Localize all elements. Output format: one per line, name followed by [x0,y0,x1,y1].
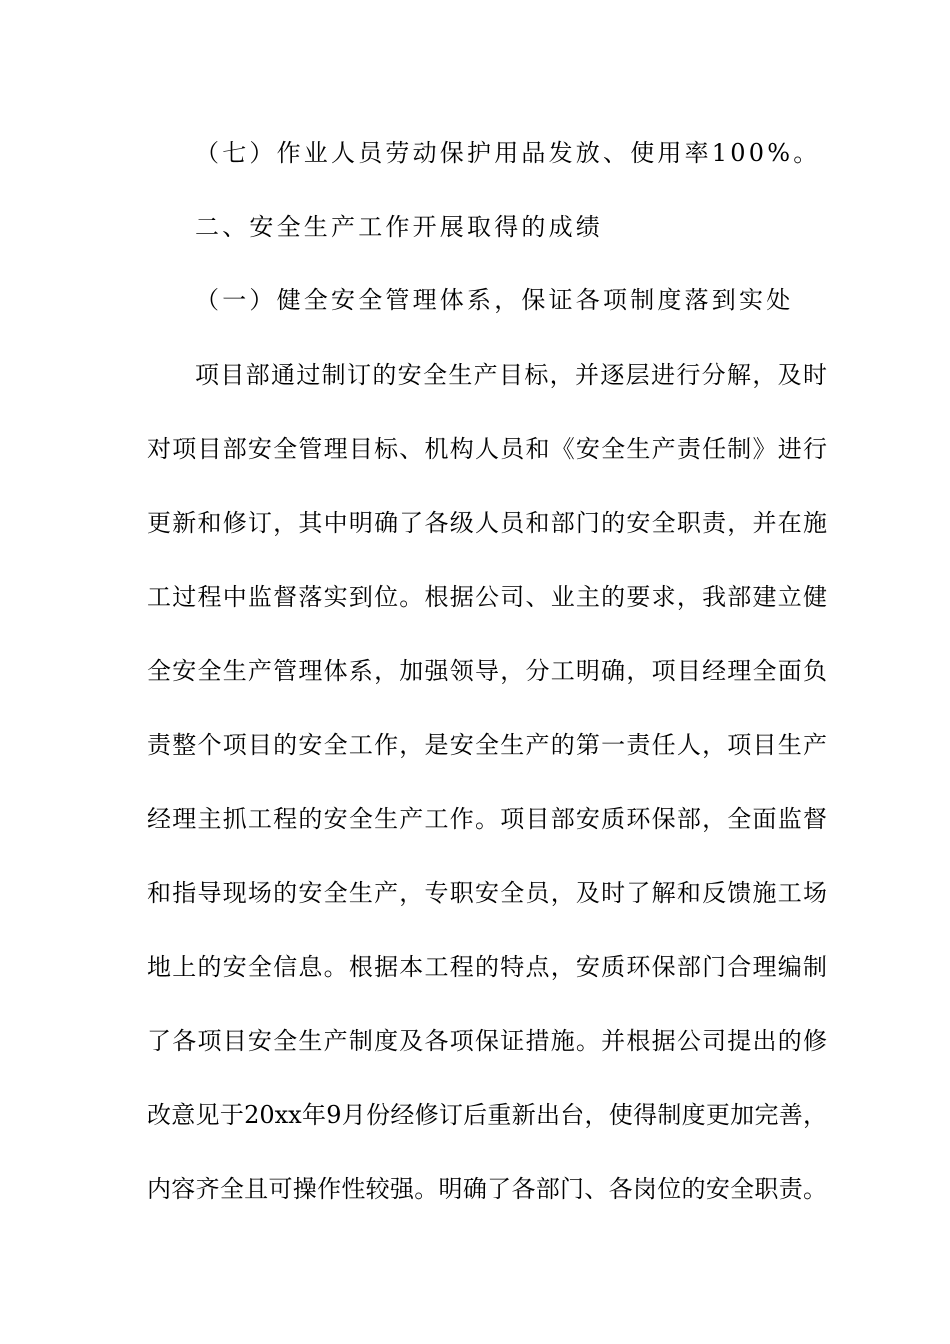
paragraph-line: 经理主抓工程的安全生产工作。项目部安质环保部，全面监督 [147,805,827,833]
paragraph-line: 全安全生产管理体系，加强领导，分工明确，项目经理全面负 [147,657,827,685]
paragraph-line: 对项目部安全管理目标、机构人员和《安全生产责任制》进行 [147,435,827,463]
paragraph-line: 项目部通过制订的安全生产目标，并逐层进行分解，及时 [195,361,827,389]
item-7-heading: （七）作业人员劳动保护用品发放、使用率100%。 [195,139,821,167]
paragraph-line: 和指导现场的安全生产，专职安全员，及时了解和反馈施工场 [147,879,827,907]
paragraph-line: 地上的安全信息。根据本工程的特点，安质环保部门合理编制 [147,953,827,981]
paragraph-line: 责整个项目的安全工作，是安全生产的第一责任人，项目生产 [147,731,827,759]
paragraph-line: 内容齐全且可操作性较强。明确了各部门、各岗位的安全职责。 [147,1175,827,1203]
section-2-title: 二、安全生产工作开展取得的成绩 [195,213,603,241]
paragraph-line: 了各项目安全生产制度及各项保证措施。并根据公司提出的修 [147,1027,827,1055]
subsection-1-title: （一）健全安全管理体系，保证各项制度落到实处 [195,286,794,314]
paragraph-line: 工过程中监督落实到位。根据公司、业主的要求，我部建立健 [147,583,827,611]
paragraph-line: 改意见于20xx年9月份经修订后重新出台，使得制度更加完善， [147,1101,827,1129]
paragraph-line: 更新和修订，其中明确了各级人员和部门的安全职责，并在施 [147,509,827,537]
